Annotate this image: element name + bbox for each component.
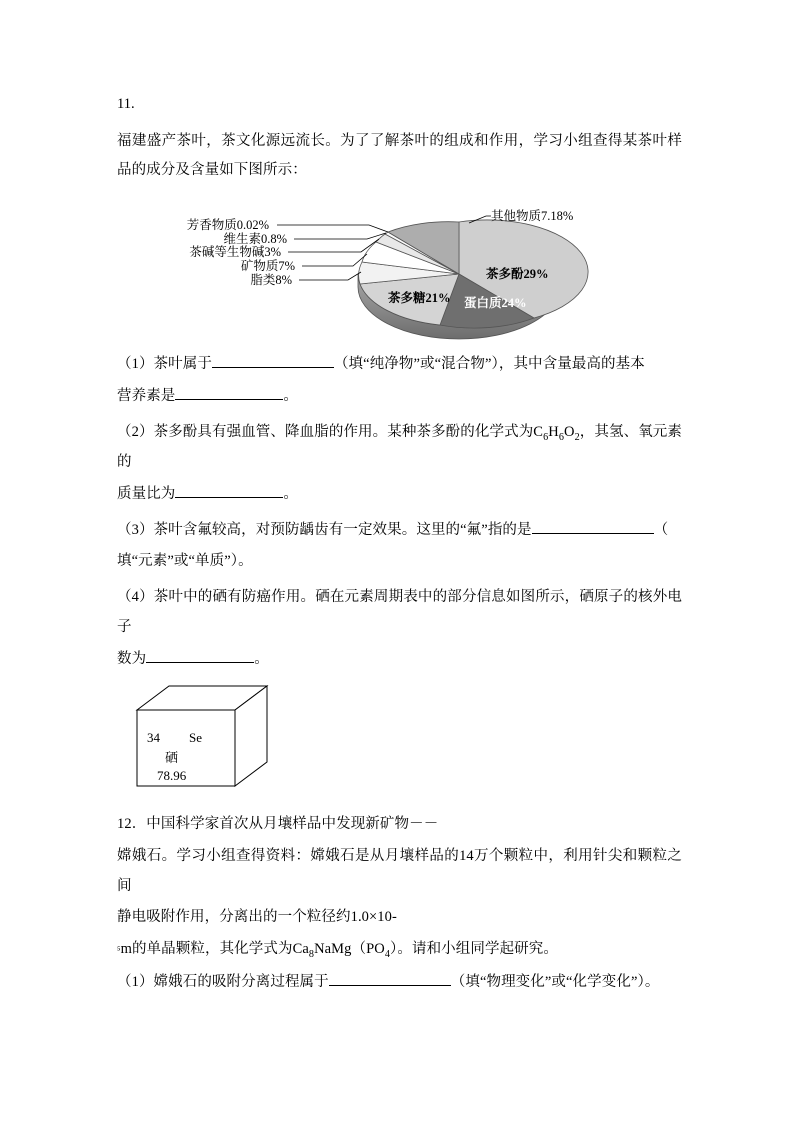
sub1-text-a: （1）茶叶属于 [117,356,212,373]
answer-blank-6[interactable] [329,985,451,986]
question-11-sub3-line2 [117,547,682,577]
sub1-text-d: 。 [283,387,299,404]
sub1-text-c: 营养素是 [117,387,176,404]
answer-blank-4[interactable] [532,533,654,534]
sub3-text-a: （3）茶叶含氟较高，对预防龋齿有一定效果。这里的“氟”指的是 [117,521,532,538]
sub2-sub-3: 2 [574,431,580,443]
question-12-line4 [117,935,682,966]
pie-label-qita: 其他物质7.18% [491,209,574,224]
sub4-text-c: 。 [254,650,269,667]
pie-label-danbaizhi: 蛋白质24% [464,296,527,311]
sub2-text-b: H [548,423,559,440]
element-atomic-mass: 78.96 [157,768,187,784]
element-atomic-number: 34 [147,730,160,746]
q12-text-c: NaMg（PO [314,941,385,958]
q12-text-b: m的单晶颗粒，其化学式为Ca [120,941,309,958]
pie-label-kuangwuzhi: 矿物质7% [240,259,295,274]
q12-sub1-text-b: （填“物理变化”或“化学变化”）。 [450,973,660,990]
q12-sub-1: 8 [308,949,315,961]
sub2-text-e: 质量比为 [117,485,176,502]
q12-sub1-text-a: （1）嫦娥石的吸附分离过程属于 [117,973,329,990]
question-11-sub1-line2 [117,382,682,412]
pie-label-weishengsu: 维生素0.8% [223,232,287,247]
sub3-text-b: （ [653,521,669,538]
sub2-text-f: 。 [283,485,299,502]
pie-label-chaduotang: 茶多糖21% [388,291,451,306]
question-12-sub1 [117,968,682,998]
sub4-text-a: （4）茶叶中的硒有防癌作用。硒在元素周期表中的部分信息如图所示，硒原子的核外电子 [117,589,682,635]
pie-label-chaduofen: 茶多酚29% [486,267,549,282]
question-11-number: 11. [117,96,135,112]
question-11-sub3-line1 [117,516,682,546]
pie-label-fangxiang: 芳香物质0.02% [186,218,269,233]
question-12-line1: 12．中国科学家首次从月壤样品中发现新矿物－－ [117,816,439,833]
question-12-line2: 嫦娥石。学习小组查得资料：嫦娥石是从月壤样品的14万个颗粒中，利用针尖和颗粒之间 [117,848,682,894]
q12-text-d: ）。请和小组同学起研究。 [390,941,558,958]
sub2-sub-1: 6 [543,431,549,443]
question-12-line3 [117,903,682,933]
question-11-sub4-line2 [117,645,682,675]
q12-text-a: 静电吸附作用，分离出的一个粒径约1.0×10 [117,909,393,926]
sub2-sub-2: 6 [558,431,565,443]
selenium-element-card [127,684,347,802]
sub3-text-c: 填“元素”或“单质”）。 [117,553,253,570]
q12-exponent: ⁵ [117,945,121,957]
tea-composition-pie-chart [117,192,682,340]
element-name: 硒 [165,750,179,766]
answer-blank-2[interactable] [175,399,283,400]
sub2-text-a: （2）茶多酚具有强血管、降血脂的作用。某种茶多酚的化学式为C [117,423,544,440]
question-11-stem: 福建盛产茶叶，茶文化源远流长。为了了解茶叶的组成和作用，学习小组查得某茶叶样品的成分及含量如下图所示： [117,132,682,179]
sub4-text-b: 数为 [117,650,147,667]
pie-chart-svg [117,192,682,340]
answer-blank-3[interactable] [175,497,283,498]
element-cube-svg [127,684,347,802]
document-content [117,96,682,1004]
sub2-text-c: O [564,423,575,440]
question-11-sub2-line1 [117,418,682,478]
pie-label-shengwujian: 茶碱等生物碱3% [189,245,281,260]
pie-slices [359,220,588,328]
sub1-text-b: （填“纯净物”或“混合物”），其中含量最高的基本 [333,356,645,373]
answer-blank-5[interactable] [146,662,254,663]
q12-sup: - [392,909,397,926]
sub2-text-d: ，其氢、氧元素的 [117,423,683,471]
pie-label-zhilei: 脂类8% [250,273,292,288]
q12-sub-2: 4 [384,949,391,961]
question-11-sub4-line1 [117,583,682,642]
element-symbol: Se [189,730,202,746]
question-11-sub2-line2 [117,480,682,510]
question-11-sub1-line1 [117,350,682,380]
answer-blank-1[interactable] [212,367,334,368]
